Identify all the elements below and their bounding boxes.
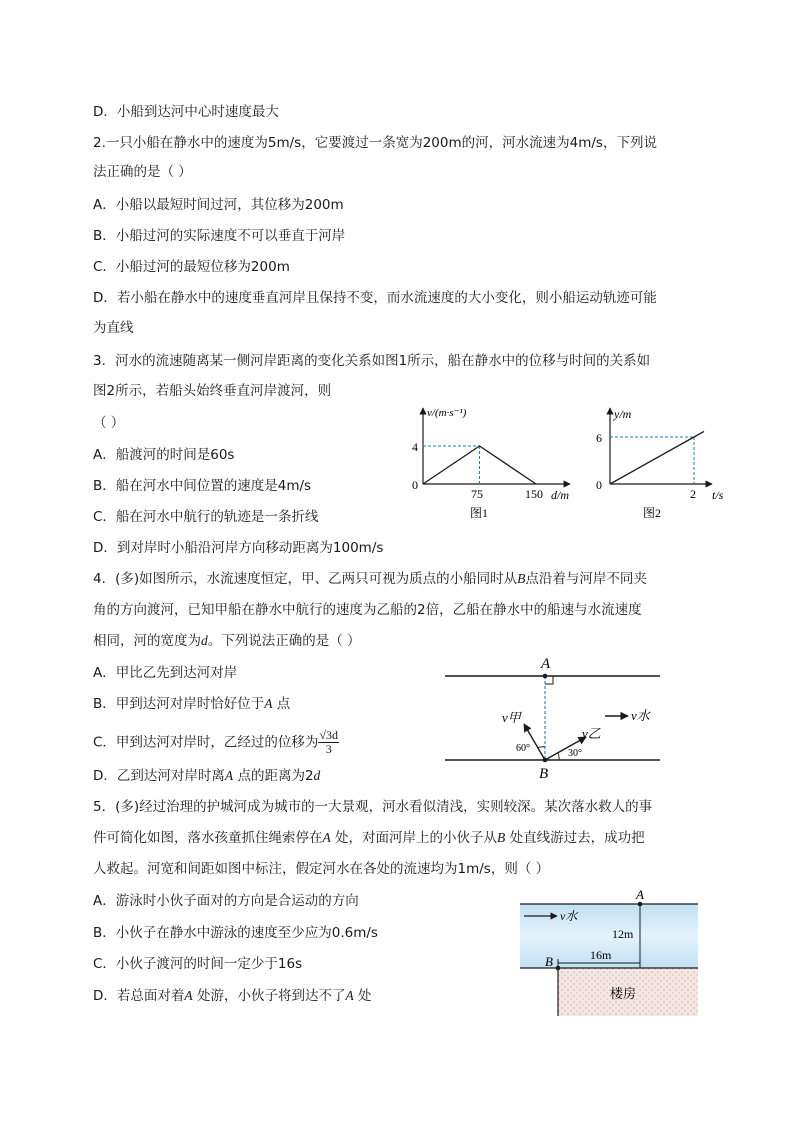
angle-30-arc (558, 753, 559, 760)
point-b (556, 966, 561, 971)
q4-option-b: B．甲到达河对岸时恰好位于A 点 (93, 696, 291, 712)
point-a (638, 902, 643, 907)
fig1-x-label: d/m (551, 488, 569, 502)
fig3-boats-diagram (440, 652, 665, 780)
fig2-data-line (610, 437, 694, 484)
q2-stem-2: 法正确的是（ ） (93, 164, 192, 180)
fig2-origin: 0 (596, 478, 602, 492)
q4-stem-2: 角的方向渡河，已知甲船在静水中航行的速度为乙船的2倍，乙船在静水中的船速与水流速度 (93, 602, 642, 618)
q5-stem-1: 5．(多)经过治理的护城河成为城市的一大景观，河水看似清浅，实则较深。某次落水救人的事 (93, 799, 653, 815)
angle-60-arc (537, 747, 545, 748)
q4-option-a: A．甲比乙先到达河对岸 (93, 665, 238, 681)
fraction: $\frac{√3d}{3}$ (319, 728, 339, 756)
q4-option-c: C．甲到达河对岸时，乙经过的位移为 $\frac{√3d}{3}$ (93, 728, 339, 756)
q3-option-c: C．船在河水中航行的轨迹是一条折线 (93, 509, 319, 525)
label-a: A (636, 887, 644, 902)
fig2-displacement-chart (590, 402, 740, 527)
q2-option-d-1: D．若小船在静水中的速度垂直河岸且保持不变，而水流速度的大小变化，则小船运动轨迹可能 (93, 290, 657, 306)
q3-option-b: B．船在河水中间位置的速度是4m/s (93, 478, 312, 494)
q5-option-b: B．小伙子在静水中游泳的速度至少应为0.6m/s (93, 925, 378, 941)
q4-option-d: D．乙到达河对岸时离A 点的距离为2d (93, 768, 321, 784)
angle-30-label: 30° (568, 748, 582, 759)
fig2-y-tick: 6 (596, 431, 602, 445)
fig4-river-diagram (512, 886, 704, 1020)
label-b: B (539, 766, 549, 780)
width-label: 12m (612, 927, 634, 941)
q3-stem-2: 图2所示，若船头始终垂直河岸渡河，则 (93, 383, 332, 399)
q3-option-a: A．船渡河的时间是60s (93, 447, 235, 463)
q3-option-d: D．到对岸时小船沿河岸方向移动距离为100m/s (93, 540, 384, 556)
angle-60-label: 60° (516, 743, 530, 754)
fig1-x-tick-1: 75 (471, 487, 483, 501)
q5-option-d: D．若总面对着A 处游，小伙子将到达不了A 处 (93, 988, 372, 1004)
fig1-origin: 0 (412, 478, 418, 492)
q4-stem-1: 4．(多)如图所示，水流速度恒定，甲、乙两只可视为质点的小船同时从B点沿着与河岸不同夹 (93, 571, 647, 587)
label-b: B (545, 954, 553, 969)
q5-stem-2: 件可简化如图，落水孩童抓住绳索停在A 处，对面河岸上的小伙子从B 处直线游过去，成功把 (93, 830, 645, 846)
label-a: A (541, 656, 551, 672)
q2-option-a: A．小船以最短时间过河，其位移为200m (93, 197, 344, 213)
fig2-x-tick: 2 (690, 487, 696, 501)
v-yi-label: v乙 (582, 726, 601, 741)
fig1-y-tick: 4 (412, 440, 418, 454)
fig2-caption: 图2 (643, 506, 662, 520)
q2-option-c: C．小船过河的最短位移为200m (93, 259, 290, 275)
q4-stem-3: 相同，河的宽度为d。下列说法正确的是（ ） (93, 633, 361, 649)
v-water-label: v水 (631, 708, 650, 723)
fig1-caption: 图1 (470, 506, 489, 520)
distance-label: 16m (590, 948, 612, 962)
q5-option-c: C．小伙子渡河的时间一定少于16s (93, 956, 303, 972)
fig2-y-label: y/m (614, 407, 632, 421)
building-label: 楼房 (610, 986, 637, 1001)
point-a (543, 674, 548, 679)
v-jia-label: v甲 (502, 710, 521, 725)
fig2-x-label: t/s (712, 488, 724, 502)
q3-stem-3: （ ） (93, 415, 125, 431)
q3-stem-1: 3．河水的流速随离某一侧河岸距离的变化关系如图1所示，船在静水中的位移与时间的关系如 (93, 353, 651, 369)
fig1-velocity-chart (385, 402, 590, 527)
q2-option-b: B．小船过河的实际速度不可以垂直于河岸 (93, 228, 346, 244)
q2-option-d-2: 为直线 (93, 320, 134, 336)
option-d-prev: D．小船到达河中心时速度最大 (93, 104, 279, 120)
v-jia-arrow (524, 724, 545, 760)
fig2-data-line-extension (694, 431, 704, 437)
fig1-y-label: v/(m·s⁻¹) (427, 407, 467, 419)
fig1-x-tick-2: 150 (525, 487, 543, 501)
q5-stem-3: 人救起。河宽和间距如图中标注，假定河水在各处的流速均为1m/s，则（ ） (93, 861, 550, 877)
q5-option-a: A．游泳时小伙子面对的方向是合运动的方向 (93, 893, 359, 909)
water-flow-label: v水 (560, 909, 578, 923)
q2-stem-1: 2.一只小船在静水中的速度为5m/s，它要渡过一条宽为200m的河，河水流速为4m/s，下列说 (93, 135, 657, 151)
